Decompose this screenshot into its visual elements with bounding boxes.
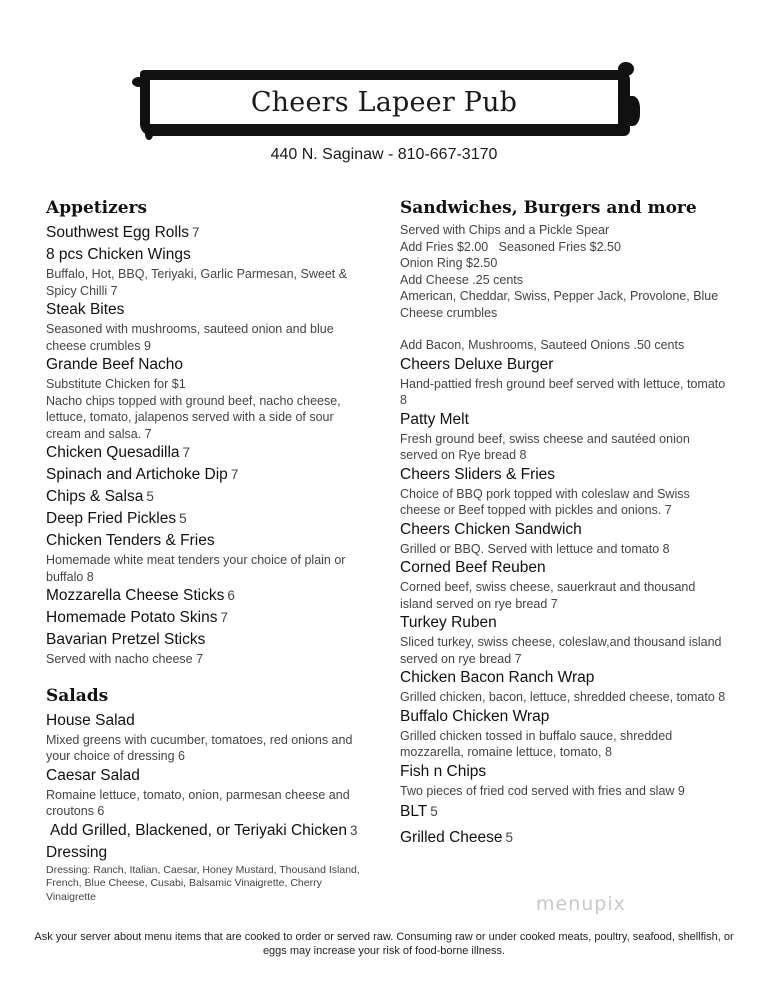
item-name: Southwest Egg Rolls xyxy=(46,224,190,241)
menu-item xyxy=(46,222,368,244)
menu-item xyxy=(46,842,368,905)
menu-item xyxy=(46,765,368,820)
item-price: 7 xyxy=(220,610,228,625)
item-name: Spinach and Artichoke Dip xyxy=(46,466,228,483)
item-name: Buffalo Chicken Wrap xyxy=(400,707,550,725)
item-description: Corned beef, swiss cheese, sauerkraut and thousand island served on rye bread 7 xyxy=(400,580,696,611)
menu-item xyxy=(46,607,368,629)
item-price: 5 xyxy=(505,830,514,845)
restaurant-title: Cheers Lapeer Pub xyxy=(250,86,518,118)
menu-item xyxy=(400,409,730,464)
item-name: Steak Bites xyxy=(46,301,125,318)
item-name: Cheers Chicken Sandwich xyxy=(400,520,582,538)
menu-item xyxy=(46,464,368,486)
item-price: 5 xyxy=(430,804,438,819)
sandwich-intro-line: American, Cheddar, Swiss, Pepper Jack, Provolone, Blue Cheese crumbles xyxy=(400,289,719,320)
menupix-watermark: menupix xyxy=(536,893,626,915)
menu-item xyxy=(46,710,368,765)
menu-item xyxy=(46,354,368,442)
item-description: Sliced turkey, swiss cheese, coleslaw,and thousand island served on rye bread 7 xyxy=(400,635,722,666)
menu-item xyxy=(400,761,730,800)
section-gap xyxy=(46,668,368,684)
item-name: Cheers Sliders & Fries xyxy=(400,465,556,483)
item-name: Patty Melt xyxy=(400,410,469,428)
item-description: Grilled or BBQ. Served with lettuce and tomato 8 xyxy=(400,541,670,556)
menu-item xyxy=(400,464,730,519)
ink-splatter xyxy=(145,128,153,140)
menu-item xyxy=(400,519,730,558)
item-name: Chicken Bacon Ranch Wrap xyxy=(400,669,595,686)
item-price: 7 xyxy=(192,225,200,240)
item-description: Choice of BBQ pork topped with coleslaw and Swiss cheese or Beef topped with pickles and onions. 7 xyxy=(400,486,690,517)
item-name: BLT xyxy=(400,803,428,820)
item-name: Turkey Ruben xyxy=(400,614,497,631)
sandwich-intro-line: Onion Ring $2.50 xyxy=(400,256,498,270)
menu-item xyxy=(400,706,730,761)
right-column xyxy=(400,196,730,849)
menu-item xyxy=(400,667,730,706)
item-name: Corned Beef Reuben xyxy=(400,559,546,576)
item-name: House Salad xyxy=(46,711,135,729)
item-name: Caesar Salad xyxy=(46,766,140,784)
item-description: Hand-pattied fresh ground beef served with lettuce, tomato 8 xyxy=(400,376,726,407)
item-description: Nacho chips topped with ground beef, nacho cheese, lettuce, tomato, jalapenos served with a side of sour cream and salsa. 7 xyxy=(46,393,341,441)
item-name: Grilled Cheese xyxy=(400,829,503,846)
sandwich-intro-line: Served with Chips and a Pickle Spear xyxy=(400,223,610,237)
menu-item xyxy=(46,442,368,464)
item-description: Grilled chicken, bacon, lettuce, shredded cheese, tomato 8 xyxy=(400,690,726,704)
item-name: Homemade Potato Skins xyxy=(46,609,218,626)
menu-item xyxy=(46,820,368,842)
menu-item xyxy=(46,508,368,530)
item-description: Romaine lettuce, tomato, onion, parmesan cheese and croutons 6 xyxy=(46,787,350,818)
item-description: Homemade white meat tenders your choice of plain or buffalo 8 xyxy=(46,553,346,584)
item-name: Grande Beef Nacho xyxy=(46,356,184,373)
menu-item xyxy=(400,612,730,667)
salads-heading: Salads xyxy=(46,685,109,706)
item-description: Grilled chicken tossed in buffalo sauce, shredded mozzarella, romaine lettuce, tomato, 8 xyxy=(400,728,673,759)
menu-item xyxy=(46,530,368,585)
item-name: Add Grilled, Blackened, or Teriyaki Chicken xyxy=(50,821,347,839)
appetizers-heading: Appetizers xyxy=(46,198,148,218)
item-name: Deep Fried Pickles xyxy=(46,510,177,527)
menu-item xyxy=(46,585,368,607)
item-name: Chicken Quesadilla xyxy=(46,444,180,461)
item-description: Fresh ground beef, swiss cheese and sautéed onion served on Rye bread 8 xyxy=(400,431,690,462)
item-name: Fish n Chips xyxy=(400,762,487,780)
item-price: 5 xyxy=(146,489,154,504)
menu-item xyxy=(46,299,368,354)
item-description: Mixed greens with cucumber, tomatoes, red onions and your choice of dressing 6 xyxy=(46,732,353,763)
disclaimer-line: Ask your server about menu items that are cooked to order or served raw. Consuming raw or under cooked meats, poultry, seafood, shellfish, or xyxy=(34,931,734,943)
menu-item xyxy=(46,629,368,668)
menu-item xyxy=(46,486,368,508)
item-description: Seasoned with mushrooms, sauteed onion and blue cheese crumbles 9 xyxy=(46,322,334,353)
sandwich-intro-line: Add Cheese .25 cents xyxy=(400,272,523,287)
sandwich-intro-line: Add Fries $2.00 Seasoned Fries $2.50 xyxy=(400,239,621,254)
title-box xyxy=(150,80,618,124)
item-description: Dressing: Ranch, Italian, Caesar, Honey Mustard, Thousand Island, French, Blue Cheese, Cusabi, Balsamic Vinaigrette, Cherry Vinaigrette xyxy=(46,863,360,903)
food-safety-disclaimer xyxy=(20,930,748,958)
item-description: Served with nacho cheese 7 xyxy=(46,652,204,666)
item-price: 5 xyxy=(179,511,187,526)
sandwich-intro-line: Add Bacon, Mushrooms, Sauteed Onions .50 cents xyxy=(400,338,685,352)
item-price: 6 xyxy=(227,588,235,603)
menu-item xyxy=(400,354,730,409)
menu-item xyxy=(400,801,730,823)
item-price: 7 xyxy=(182,445,191,460)
item-name: 8 pcs Chicken Wings xyxy=(46,246,191,263)
restaurant-address: 440 N. Saginaw - 810-667-3170 xyxy=(270,146,498,163)
item-price: 7 xyxy=(230,467,239,482)
item-name: Dressing xyxy=(46,843,108,861)
menu-item xyxy=(400,557,730,612)
item-description: Substitute Chicken for $1 xyxy=(46,377,186,391)
disclaimer-line: eggs may increase your risk of food-borne illness. xyxy=(262,945,506,957)
sandwiches-heading: Sandwiches, Burgers and more xyxy=(400,198,697,218)
item-price: 3 xyxy=(349,822,358,838)
item-name: Bavarian Pretzel Sticks xyxy=(46,631,206,648)
menu-item xyxy=(46,244,368,299)
item-name: Chips & Salsa xyxy=(46,488,144,505)
item-name: Mozzarella Cheese Sticks xyxy=(46,587,225,604)
menu-item xyxy=(400,827,730,849)
ink-splatter xyxy=(622,96,640,126)
item-name: Chicken Tenders & Fries xyxy=(46,532,215,549)
left-column xyxy=(46,196,368,904)
item-name: Cheers Deluxe Burger xyxy=(400,355,554,373)
item-description: Two pieces of fried cod served with fries and slaw 9 xyxy=(400,783,685,798)
item-description: Buffalo, Hot, BBQ, Teriyaki, Garlic Parmesan, Sweet & Spicy Chilli 7 xyxy=(46,267,348,298)
